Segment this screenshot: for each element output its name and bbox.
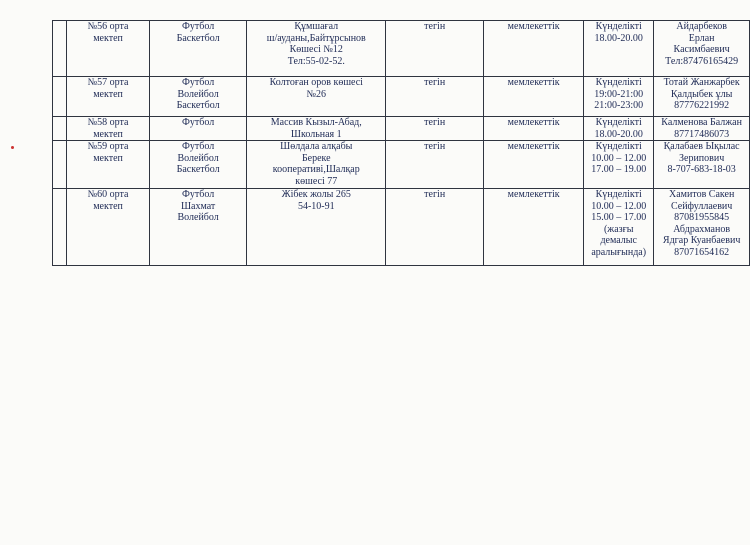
stray-mark (11, 146, 14, 149)
school-cell: №60 орта мектеп (67, 189, 150, 266)
row-number-cell (53, 77, 67, 117)
fee-cell: тегін (386, 21, 484, 77)
contact-cell: Хамитов Сакен Сейфуллаевич 87081955845 Абдрахманов Ядгар Куанбаевич 87071654162 (654, 189, 750, 266)
school-cell: №56 орта мектеп (67, 21, 150, 77)
table-row (53, 77, 750, 117)
row-number-cell (53, 189, 67, 266)
schedule-cell: Күнделікті 18.00-20.00 (584, 117, 654, 141)
row-number-cell (53, 141, 67, 189)
address-cell: Құмшағал ш/ауданы,Байтұрсынов Көшесі №12 Тел:55-02-52. (247, 21, 386, 77)
contact-cell: Тотай Жанжарбек Қалдыбек ұлы 87776221992 (654, 77, 750, 117)
address-cell: Шөлдала алқабы Береке кооперативі,Шалқар көшесі 77 (247, 141, 386, 189)
row-number-cell (53, 117, 67, 141)
sports-sections-table (52, 20, 750, 266)
sports-cell: Футбол Волейбол Баскетбол (149, 141, 247, 189)
table-row (53, 21, 750, 77)
table-row (53, 117, 750, 141)
ownership-cell: мемлекеттік (484, 77, 584, 117)
table-row (53, 141, 750, 189)
contact-cell: Қалабаев Ықылас Зерипович 8-707-683-18-03 (654, 141, 750, 189)
school-cell: №57 орта мектеп (67, 77, 150, 117)
sports-cell: Футбол Баскетбол (149, 21, 247, 77)
schedule-cell: Күнделікті 10.00 – 12.00 15.00 – 17.00 (жазғы демалыс аралығында) (584, 189, 654, 266)
address-cell: Массив Кызыл-Абад, Школьная 1 (247, 117, 386, 141)
sports-cell: Футбол Шахмат Волейбол (149, 189, 247, 266)
address-cell: Жібек жолы 265 54-10-91 (247, 189, 386, 266)
sports-cell: Футбол Волейбол Баскетбол (149, 77, 247, 117)
sports-cell: Футбол (149, 117, 247, 141)
table-row (53, 189, 750, 266)
fee-cell: тегін (386, 141, 484, 189)
schedule-cell: Күнделікті 10.00 – 12.00 17.00 – 19.00 (584, 141, 654, 189)
contact-cell: Айдарбеков Ерлан Касимбаевич Тел:87476165429 (654, 21, 750, 77)
fee-cell: тегін (386, 77, 484, 117)
ownership-cell: мемлекеттік (484, 189, 584, 266)
school-cell: №58 орта мектеп (67, 117, 150, 141)
school-cell: №59 орта мектеп (67, 141, 150, 189)
fee-cell: тегін (386, 117, 484, 141)
fee-cell: тегін (386, 189, 484, 266)
address-cell: Колтоған оров көшесі №26 (247, 77, 386, 117)
ownership-cell: мемлекеттік (484, 117, 584, 141)
schedule-cell: Күнделікті 19:00-21:00 21:00-23:00 (584, 77, 654, 117)
ownership-cell: мемлекеттік (484, 141, 584, 189)
schedule-cell: Күнделікті 18.00-20.00 (584, 21, 654, 77)
row-number-cell (53, 21, 67, 77)
ownership-cell: мемлекеттік (484, 21, 584, 77)
contact-cell: Калменова Балжан 87717486073 (654, 117, 750, 141)
